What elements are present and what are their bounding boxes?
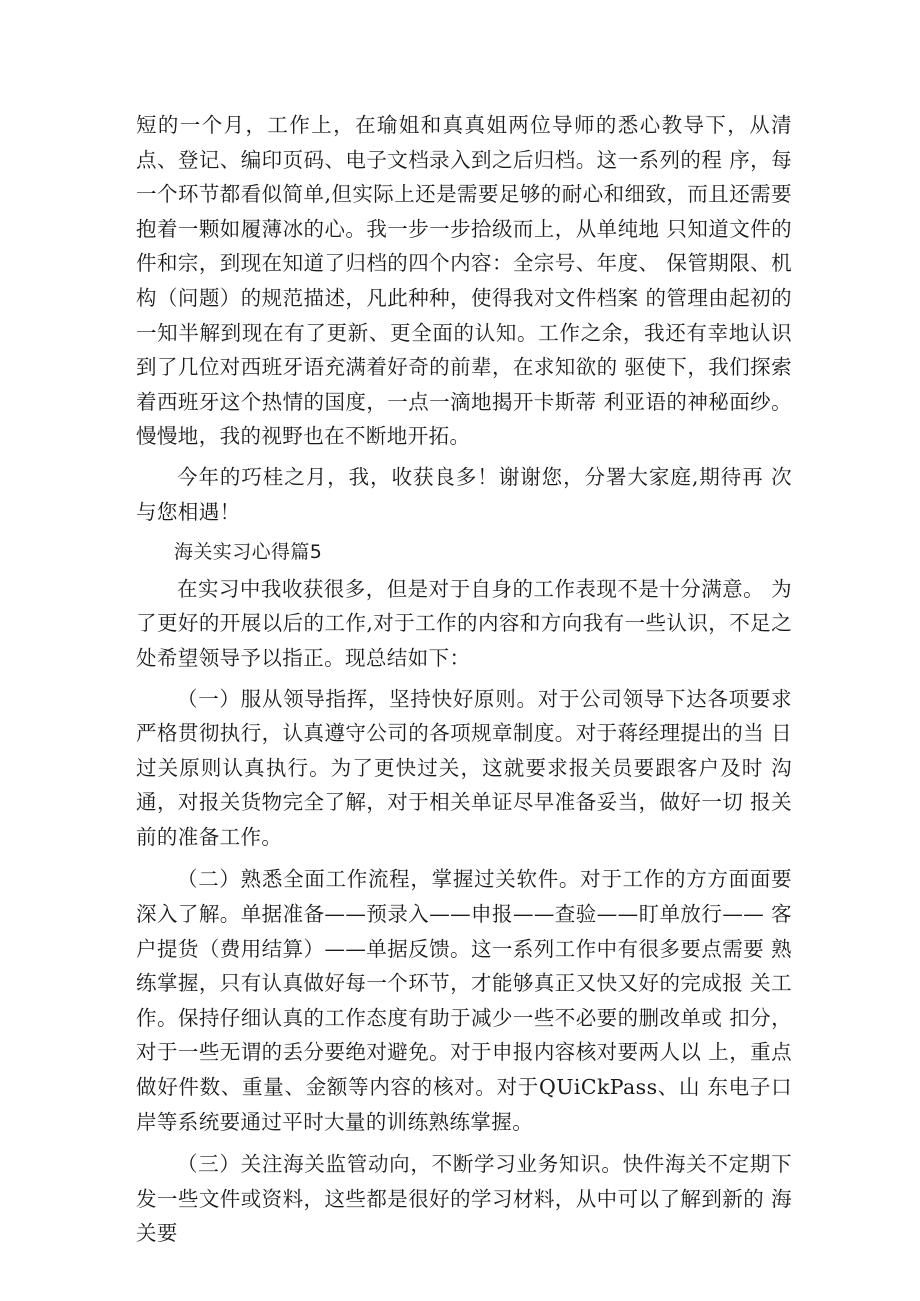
continued-paragraph: 短的一个月，工作上，在瑜姐和真真姐两位导师的悉心教导下，从清点、登记、编印页码、电子文档录入到之后归档。这一系列的程 序，每一个环节都看似简单,但实际上还是需要足够的耐心和细致，而且还需要抱着一颗如履薄冰的心。我一步一步拾级而上，从单纯地 只知道文件的件和宗，到现在知道了归档的四个内容：全宗号、年度、 保管期限、机构（问题）的规范描述，凡此种种，使得我对文件档案 的管理由起初的一知半解到现在有了更新、更全面的认知。工作之余，我还有幸地认识到了几位对西班牙语充满着好奇的前辈，在求知欲的 驱使下，我们探索着西班牙这个热情的国度，一点一滴地揭开卡斯蒂 利亚语的神秘面纱。慢慢地，我的视野也在不断地开拓。 (136, 113, 792, 449)
intro-paragraph: 在实习中我收获很多，但是对于自身的工作表现不是十分满意。 为了更好的开展以后的工作,对于工作的内容和方向我有一些认识，不足之处希望领导予以指正。现总结如下： (136, 576, 792, 670)
list-item-2: （二）熟悉全面工作流程，掌握过关软件。对于工作的方方面面要 深入了解。单据准备——预录入——申报——查验——盯单放行—— 客户提货（费用结算）——单据反馈。这一系列工作中有很多要点需要 熟练掌握，只有认真做好每一个环节，才能够真正又快又好的完成报 关工作。保持仔细认真的工作态度有助于减少一些不必要的删改单或 扣分，对于一些无谓的丢分要绝对避免。对于申报内容核对要两人以 上，重点做好件数、重量、金额等内容的核对。对于QUiCkPass、山 东电子口岸等系统要通过平时大量的训练熟练掌握。 (136, 867, 792, 1134)
closing-paragraph: 今年的巧桂之月，我，收获良多！谢谢您，分署大家庭,期待再 次与您相遇！ (136, 464, 792, 524)
section-heading: 海关实习心得篇5 (174, 541, 323, 564)
list-item-1: （一）服从领导指挥，坚持快好原则。对于公司领导下达各项要求 严格贯彻执行，认真遵守公司的各项规章制度。对于蒋经理提出的当 日过关原则认真执行。为了更快过关，这就要求报关员要跟客户及时 沟通，对报关货物完全了解，对于相关单证尽早准备妥当，做好一切 报关前的准备工作。 (136, 686, 792, 849)
list-item-3: （三）关注海关监管动向，不断学习业务知识。快件海关不定期下 发一些文件或资料，这些都是很好的学习材料，从中可以了解到新的 海关要 (136, 1152, 792, 1246)
document-body (136, 108, 792, 1259)
